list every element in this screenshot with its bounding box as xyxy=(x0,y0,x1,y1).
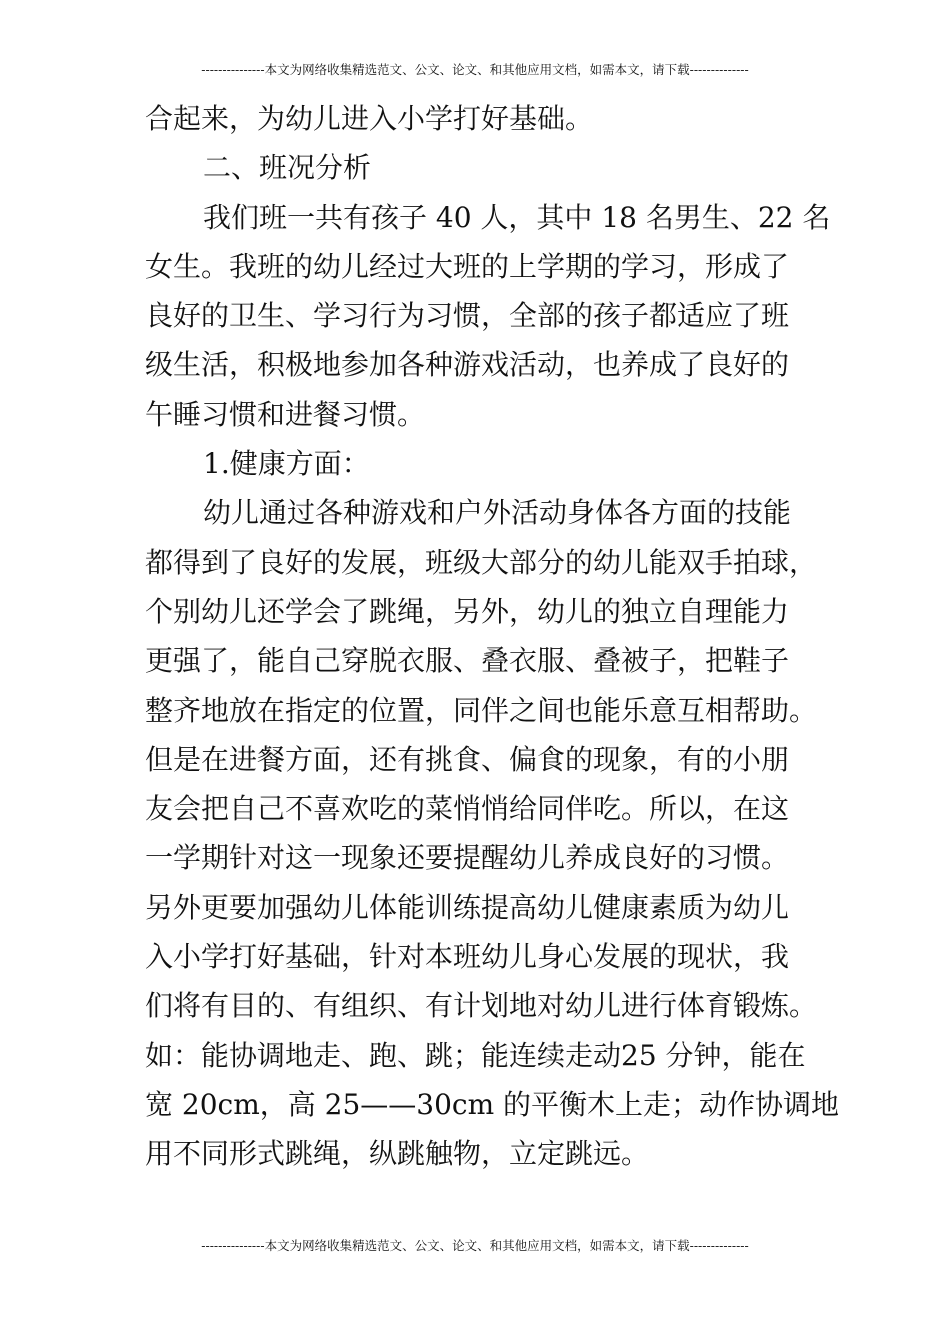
paragraph-line: 如：能协调地走、跑、跳；能连续走动25 分钟，能在 xyxy=(145,1038,806,1072)
page-header: ---------------本文为网络收集精选范文、公文、论文、和其他应用文档，如需本文，请下载-------------- xyxy=(201,62,749,77)
paragraph-line: 入小学打好基础，针对本班幼儿身心发展的现状，我 xyxy=(145,940,790,974)
paragraph-line: 们将有目的、有组织、有计划地对幼儿进行体育锻炼。 xyxy=(145,989,818,1023)
paragraph-line: 我们班一共有孩子 40 人，其中 18 名男生、22 名 xyxy=(203,200,831,234)
paragraph-line: 良好的卫生、学习行为习惯，全部的孩子都适应了班 xyxy=(145,299,790,333)
paragraph-line: 整齐地放在指定的位置，同伴之间也能乐意互相帮助。 xyxy=(145,693,818,727)
paragraph-line: 但是在进餐方面，还有挑食、偏食的现象，有的小朋 xyxy=(145,742,790,776)
paragraph-line: 幼儿通过各种游戏和户外活动身体各方面的技能 xyxy=(203,496,792,530)
paragraph-line: 女生。我班的幼儿经过大班的上学期的学习，形成了 xyxy=(145,249,790,283)
paragraph-line: 级生活，积极地参加各种游戏活动，也养成了良好的 xyxy=(145,348,790,382)
paragraph-line: 合起来，为幼儿进入小学打好基础。 xyxy=(145,102,594,135)
paragraph-line: 另外更要加强幼儿体能训练提高幼儿健康素质为幼儿 xyxy=(145,890,790,924)
page-footer: ---------------本文为网络收集精选范文、公文、论文、和其他应用文档，如需本文，请下载-------------- xyxy=(201,1238,749,1253)
section-heading: 二、班况分析 xyxy=(203,151,372,185)
document-body xyxy=(145,94,840,1179)
paragraph-line: 一学期针对这一现象还要提醒幼儿养成良好的习惯。 xyxy=(145,841,790,875)
paragraph-line: 用不同形式跳绳，纵跳触物，立定跳远。 xyxy=(145,1137,650,1171)
paragraph-line: 友会把自己不喜欢吃的菜悄悄给同伴吃。所以，在这 xyxy=(145,792,790,826)
paragraph-line: 宽 20cm，高 25——30cm 的平衡木上走；动作协调地 xyxy=(145,1087,840,1121)
paragraph-line: 都得到了良好的发展，班级大部分的幼儿能双手拍球， xyxy=(145,545,818,579)
subsection-heading: 1.健康方面： xyxy=(203,447,370,481)
paragraph-line: 午睡习惯和进餐习惯。 xyxy=(145,397,426,431)
paragraph-line: 更强了，能自己穿脱衣服、叠衣服、叠被子，把鞋子 xyxy=(145,644,790,678)
paragraph-line: 个别幼儿还学会了跳绳，另外，幼儿的独立自理能力 xyxy=(145,594,790,628)
